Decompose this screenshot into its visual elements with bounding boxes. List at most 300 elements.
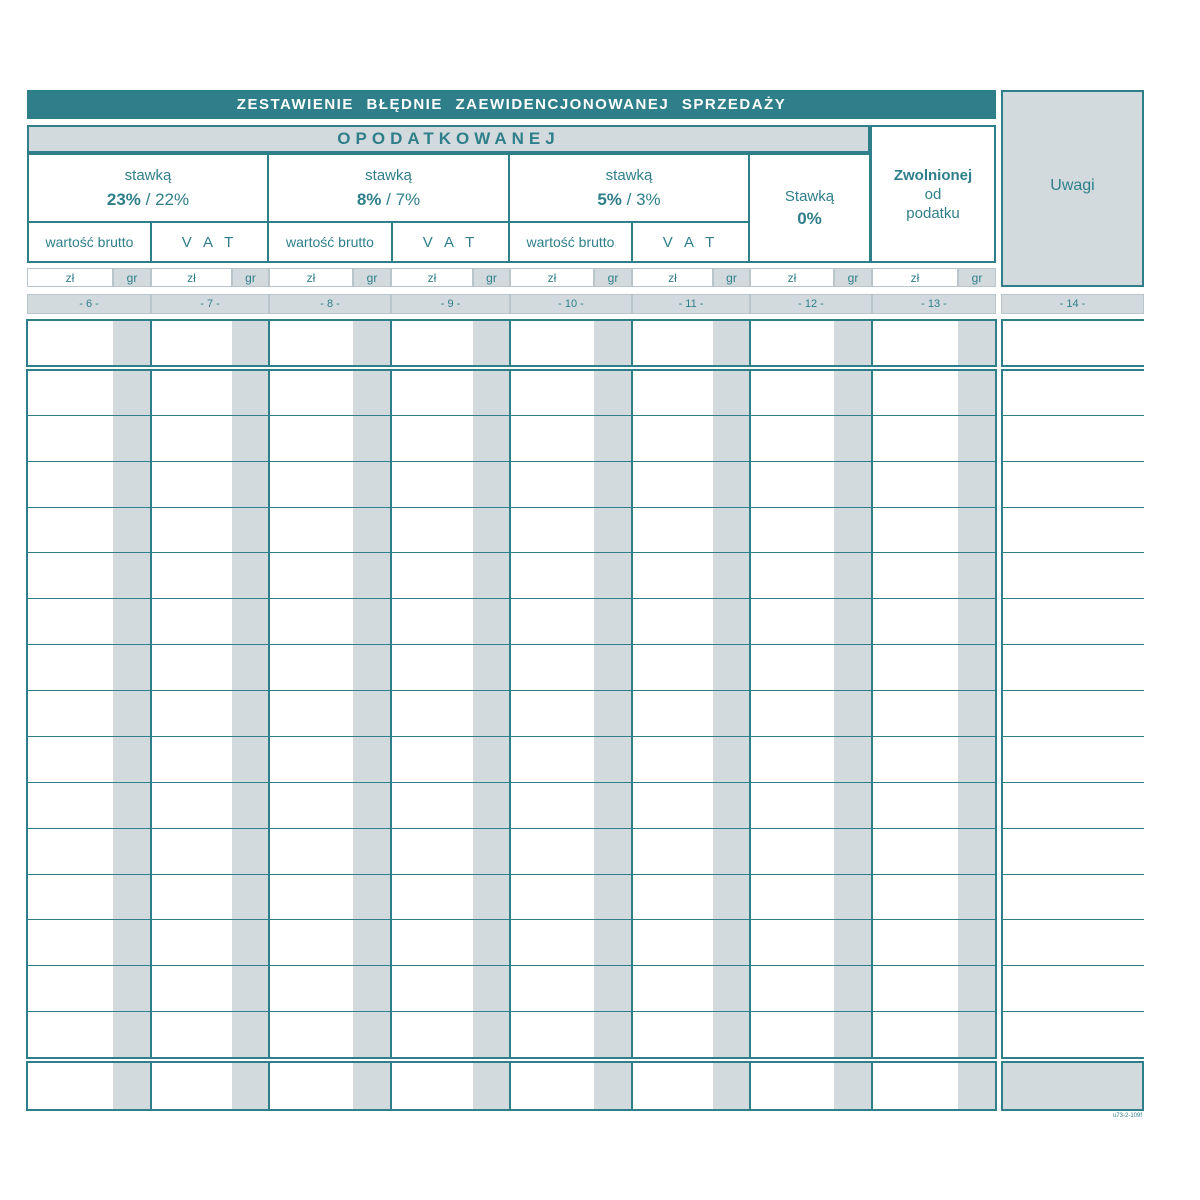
zl-entry-cell[interactable]	[151, 645, 232, 691]
zl-entry-cell[interactable]	[27, 691, 113, 737]
zl-entry-cell[interactable]	[632, 966, 713, 1012]
gr-entry-cell[interactable]	[232, 462, 269, 508]
zl-entry-cell[interactable]	[510, 370, 594, 416]
zl-entry-cell[interactable]	[27, 645, 113, 691]
remarks-entry-cell[interactable]	[1001, 920, 1144, 966]
gr-entry-cell[interactable]	[594, 508, 632, 554]
zl-entry-cell[interactable]	[269, 416, 353, 462]
zl-entry-cell[interactable]	[391, 1062, 473, 1110]
gr-entry-cell[interactable]	[713, 320, 750, 366]
gr-entry-cell[interactable]	[232, 645, 269, 691]
zl-entry-cell[interactable]	[872, 920, 958, 966]
zl-entry-cell[interactable]	[750, 462, 834, 508]
zl-entry-cell[interactable]	[27, 599, 113, 645]
gr-entry-cell[interactable]	[113, 875, 151, 921]
zl-entry-cell[interactable]	[151, 966, 232, 1012]
zl-entry-cell[interactable]	[269, 599, 353, 645]
zl-entry-cell[interactable]	[391, 462, 473, 508]
gr-entry-cell[interactable]	[713, 1012, 750, 1058]
zl-entry-cell[interactable]	[151, 875, 232, 921]
zl-entry-cell[interactable]	[632, 508, 713, 554]
gr-entry-cell[interactable]	[353, 508, 391, 554]
zl-entry-cell[interactable]	[269, 462, 353, 508]
gr-entry-cell[interactable]	[473, 1062, 510, 1110]
zl-entry-cell[interactable]	[510, 416, 594, 462]
zl-entry-cell[interactable]	[750, 553, 834, 599]
gr-entry-cell[interactable]	[958, 462, 996, 508]
taxed-label: OPODATKOWANEJ	[337, 129, 560, 148]
gr-entry-cell[interactable]	[713, 691, 750, 737]
gr-entry-cell[interactable]	[113, 829, 151, 875]
remarks-entry-cell[interactable]	[1001, 462, 1144, 508]
zl-entry-cell[interactable]	[872, 1012, 958, 1058]
gr-entry-cell[interactable]	[232, 691, 269, 737]
zl-entry-cell[interactable]	[872, 370, 958, 416]
gr-entry-cell[interactable]	[473, 691, 510, 737]
zl-entry-cell[interactable]	[27, 508, 113, 554]
zl-entry-cell[interactable]	[750, 370, 834, 416]
zl-entry-cell[interactable]	[632, 829, 713, 875]
remarks-entry-cell[interactable]	[1001, 1012, 1144, 1058]
zl-entry-cell[interactable]	[391, 320, 473, 366]
zl-entry-cell[interactable]	[391, 829, 473, 875]
gr-entry-cell[interactable]	[113, 508, 151, 554]
zl-entry-cell[interactable]	[27, 920, 113, 966]
gr-entry-cell[interactable]	[834, 416, 872, 462]
zl-entry-cell[interactable]	[151, 829, 232, 875]
gr-entry-cell[interactable]	[958, 783, 996, 829]
zl-entry-cell[interactable]	[632, 1012, 713, 1058]
zl-entry-cell[interactable]	[750, 966, 834, 1012]
zl-entry-cell[interactable]	[151, 1012, 232, 1058]
zl-entry-cell[interactable]	[510, 1012, 594, 1058]
gr-entry-cell[interactable]	[958, 508, 996, 554]
zl-entry-cell[interactable]	[750, 599, 834, 645]
gr-entry-cell[interactable]	[594, 553, 632, 599]
gr-entry-cell[interactable]	[958, 920, 996, 966]
zl-entry-cell[interactable]	[510, 737, 594, 783]
zl-entry-cell[interactable]	[872, 645, 958, 691]
zl-entry-cell[interactable]	[632, 462, 713, 508]
remarks-entry-cell[interactable]	[1001, 875, 1144, 921]
gr-entry-cell[interactable]	[353, 875, 391, 921]
gr-entry-cell[interactable]	[713, 737, 750, 783]
gr-entry-cell[interactable]	[594, 875, 632, 921]
gr-entry-cell[interactable]	[113, 1062, 151, 1110]
remarks-entry-cell[interactable]	[1001, 599, 1144, 645]
zl-entry-cell[interactable]	[872, 966, 958, 1012]
zl-entry-cell[interactable]	[750, 320, 834, 366]
zl-entry-cell[interactable]	[632, 416, 713, 462]
gr-entry-cell[interactable]	[113, 370, 151, 416]
zl-entry-cell[interactable]	[391, 416, 473, 462]
gr-entry-cell[interactable]	[473, 553, 510, 599]
gr-entry-cell[interactable]	[353, 966, 391, 1012]
zl-entry-cell[interactable]	[750, 875, 834, 921]
zl-entry-cell[interactable]	[151, 783, 232, 829]
gr-entry-cell[interactable]	[232, 920, 269, 966]
gr-entry-cell[interactable]	[958, 416, 996, 462]
unit-zl-cell: zł	[872, 268, 958, 287]
gr-entry-cell[interactable]	[232, 416, 269, 462]
zl-entry-cell[interactable]	[750, 783, 834, 829]
zl-entry-cell[interactable]	[872, 691, 958, 737]
zl-entry-cell[interactable]	[27, 1062, 113, 1110]
zl-entry-cell[interactable]	[872, 462, 958, 508]
gr-entry-cell[interactable]	[713, 370, 750, 416]
gr-entry-cell[interactable]	[353, 691, 391, 737]
gr-entry-cell[interactable]	[232, 553, 269, 599]
gr-entry-cell[interactable]	[473, 645, 510, 691]
zl-entry-cell[interactable]	[27, 783, 113, 829]
zl-entry-cell[interactable]	[27, 966, 113, 1012]
remarks-entry-cell[interactable]	[1001, 783, 1144, 829]
zl-entry-cell[interactable]	[269, 553, 353, 599]
gr-entry-cell[interactable]	[594, 966, 632, 1012]
gr-entry-cell[interactable]	[594, 1062, 632, 1110]
gr-entry-cell[interactable]	[473, 1012, 510, 1058]
gr-entry-cell[interactable]	[713, 1062, 750, 1110]
gr-entry-cell[interactable]	[113, 320, 151, 366]
gr-entry-cell[interactable]	[232, 508, 269, 554]
zl-entry-cell[interactable]	[750, 645, 834, 691]
gr-entry-cell[interactable]	[473, 966, 510, 1012]
gr-entry-cell[interactable]	[713, 966, 750, 1012]
gr-entry-cell[interactable]	[834, 737, 872, 783]
zl-entry-cell[interactable]	[151, 920, 232, 966]
zl-entry-cell[interactable]	[391, 691, 473, 737]
remarks-entry-cell[interactable]	[1001, 370, 1144, 416]
vat-header-8: V A T	[391, 221, 510, 263]
zl-entry-cell[interactable]	[510, 508, 594, 554]
zl-entry-cell[interactable]	[510, 1062, 594, 1110]
gr-entry-cell[interactable]	[232, 783, 269, 829]
gr-entry-cell[interactable]	[113, 1012, 151, 1058]
gr-entry-cell[interactable]	[353, 599, 391, 645]
gr-entry-cell[interactable]	[232, 875, 269, 921]
gr-entry-cell[interactable]	[594, 462, 632, 508]
gr-entry-cell[interactable]	[713, 645, 750, 691]
zl-entry-cell[interactable]	[510, 553, 594, 599]
zl-entry-cell[interactable]	[510, 920, 594, 966]
gr-entry-cell[interactable]	[958, 737, 996, 783]
gr-entry-cell[interactable]	[232, 599, 269, 645]
zl-entry-cell[interactable]	[872, 829, 958, 875]
zl-entry-cell[interactable]	[391, 599, 473, 645]
gr-entry-cell[interactable]	[473, 462, 510, 508]
remarks-entry-cell[interactable]	[1001, 737, 1144, 783]
gr-entry-cell[interactable]	[834, 829, 872, 875]
zl-entry-cell[interactable]	[269, 1012, 353, 1058]
unit-gr-cell: gr	[713, 268, 750, 287]
gr-entry-cell[interactable]	[834, 645, 872, 691]
zl-entry-cell[interactable]	[269, 1062, 353, 1110]
gr-entry-cell[interactable]	[713, 920, 750, 966]
gr-entry-cell[interactable]	[113, 966, 151, 1012]
gr-entry-cell[interactable]	[594, 737, 632, 783]
gr-entry-cell[interactable]	[113, 553, 151, 599]
gr-entry-cell[interactable]	[594, 920, 632, 966]
remarks-entry-cell[interactable]	[1001, 966, 1144, 1012]
gr-entry-cell[interactable]	[834, 875, 872, 921]
gr-entry-cell[interactable]	[834, 1012, 872, 1058]
gr-entry-cell[interactable]	[594, 416, 632, 462]
gr-entry-cell[interactable]	[473, 875, 510, 921]
gr-entry-cell[interactable]	[473, 416, 510, 462]
gr-entry-cell[interactable]	[232, 829, 269, 875]
gr-entry-cell[interactable]	[834, 462, 872, 508]
zl-entry-cell[interactable]	[27, 553, 113, 599]
zl-entry-cell[interactable]	[27, 370, 113, 416]
zl-entry-cell[interactable]	[269, 508, 353, 554]
zl-entry-cell[interactable]	[391, 1012, 473, 1058]
zl-entry-cell[interactable]	[151, 553, 232, 599]
zl-entry-cell[interactable]	[632, 1062, 713, 1110]
gr-entry-cell[interactable]	[473, 737, 510, 783]
zl-entry-cell[interactable]	[872, 783, 958, 829]
gr-entry-cell[interactable]	[713, 829, 750, 875]
gr-entry-cell[interactable]	[113, 783, 151, 829]
zl-entry-cell[interactable]	[269, 320, 353, 366]
zl-entry-cell[interactable]	[391, 645, 473, 691]
zl-entry-cell[interactable]	[510, 691, 594, 737]
zl-entry-cell[interactable]	[269, 920, 353, 966]
gr-entry-cell[interactable]	[353, 783, 391, 829]
zl-entry-cell[interactable]	[27, 462, 113, 508]
zl-entry-cell[interactable]	[151, 737, 232, 783]
zl-entry-cell[interactable]	[872, 737, 958, 783]
gr-entry-cell[interactable]	[958, 1012, 996, 1058]
gr-entry-cell[interactable]	[713, 599, 750, 645]
gr-entry-cell[interactable]	[473, 370, 510, 416]
zl-entry-cell[interactable]	[632, 370, 713, 416]
zl-entry-cell[interactable]	[872, 320, 958, 366]
zl-entry-cell[interactable]	[750, 416, 834, 462]
zl-entry-cell[interactable]	[391, 966, 473, 1012]
zl-entry-cell[interactable]	[872, 416, 958, 462]
zl-entry-cell[interactable]	[151, 462, 232, 508]
remarks-entry-cell[interactable]	[1001, 320, 1144, 366]
zl-entry-cell[interactable]	[632, 920, 713, 966]
gr-entry-cell[interactable]	[473, 508, 510, 554]
zl-entry-cell[interactable]	[632, 553, 713, 599]
remarks-entry-cell[interactable]	[1001, 691, 1144, 737]
gr-entry-cell[interactable]	[113, 462, 151, 508]
gr-entry-cell[interactable]	[834, 783, 872, 829]
zl-entry-cell[interactable]	[391, 783, 473, 829]
gr-entry-cell[interactable]	[113, 737, 151, 783]
gr-entry-cell[interactable]	[473, 599, 510, 645]
gr-entry-cell[interactable]	[594, 370, 632, 416]
zl-entry-cell[interactable]	[151, 1062, 232, 1110]
gr-entry-cell[interactable]	[113, 599, 151, 645]
gr-entry-cell[interactable]	[958, 553, 996, 599]
gr-entry-cell[interactable]	[353, 829, 391, 875]
unit-gr-cell: gr	[834, 268, 872, 287]
gr-entry-cell[interactable]	[353, 1062, 391, 1110]
gr-entry-cell[interactable]	[232, 1012, 269, 1058]
zl-entry-cell[interactable]	[27, 320, 113, 366]
unit-gr-cell: gr	[473, 268, 510, 287]
gr-entry-cell[interactable]	[232, 737, 269, 783]
zl-entry-cell[interactable]	[27, 875, 113, 921]
gr-entry-cell[interactable]	[958, 1062, 996, 1110]
gr-entry-cell[interactable]	[353, 462, 391, 508]
zl-entry-cell[interactable]	[151, 691, 232, 737]
remarks-entry-cell[interactable]	[1001, 645, 1144, 691]
zl-entry-cell[interactable]	[269, 966, 353, 1012]
zl-entry-cell[interactable]	[632, 599, 713, 645]
remarks-entry-cell[interactable]	[1001, 1062, 1144, 1110]
zl-entry-cell[interactable]	[750, 737, 834, 783]
rate-value: 8% / 7%	[356, 189, 421, 209]
gr-entry-cell[interactable]	[473, 920, 510, 966]
gr-entry-cell[interactable]	[232, 320, 269, 366]
form-title-text: ZESTAWIENIE BŁĘDNIE ZAEWIDENCJONOWANEJ SPRZEDAŻY	[236, 96, 787, 113]
gr-entry-cell[interactable]	[713, 783, 750, 829]
gr-entry-cell[interactable]	[113, 645, 151, 691]
zl-entry-cell[interactable]	[632, 691, 713, 737]
zl-entry-cell[interactable]	[872, 1062, 958, 1110]
gr-entry-cell[interactable]	[713, 508, 750, 554]
zl-entry-cell[interactable]	[750, 1012, 834, 1058]
gr-entry-cell[interactable]	[713, 462, 750, 508]
zl-entry-cell[interactable]	[391, 875, 473, 921]
gr-entry-cell[interactable]	[713, 553, 750, 599]
zl-entry-cell[interactable]	[750, 920, 834, 966]
gr-entry-cell[interactable]	[713, 875, 750, 921]
gr-entry-cell[interactable]	[353, 553, 391, 599]
gr-entry-cell[interactable]	[594, 320, 632, 366]
zl-entry-cell[interactable]	[151, 370, 232, 416]
remarks-entry-cell[interactable]	[1001, 416, 1144, 462]
zl-entry-cell[interactable]	[269, 645, 353, 691]
zl-entry-cell[interactable]	[27, 1012, 113, 1058]
gr-entry-cell[interactable]	[353, 645, 391, 691]
zl-entry-cell[interactable]	[632, 320, 713, 366]
zl-entry-cell[interactable]	[632, 645, 713, 691]
zl-entry-cell[interactable]	[510, 645, 594, 691]
remarks-entry-cell[interactable]	[1001, 553, 1144, 599]
zl-entry-cell[interactable]	[269, 875, 353, 921]
column-number: - 10 -	[510, 294, 632, 314]
zl-entry-cell[interactable]	[510, 966, 594, 1012]
gr-entry-cell[interactable]	[594, 645, 632, 691]
gr-entry-cell[interactable]	[473, 320, 510, 366]
gr-entry-cell[interactable]	[113, 920, 151, 966]
zl-entry-cell[interactable]	[750, 829, 834, 875]
zl-entry-cell[interactable]	[391, 508, 473, 554]
zl-entry-cell[interactable]	[510, 599, 594, 645]
gr-entry-cell[interactable]	[232, 966, 269, 1012]
zl-entry-cell[interactable]	[750, 691, 834, 737]
gr-entry-cell[interactable]	[353, 320, 391, 366]
gr-entry-cell[interactable]	[958, 875, 996, 921]
gr-entry-cell[interactable]	[958, 645, 996, 691]
gr-entry-cell[interactable]	[958, 966, 996, 1012]
gr-entry-cell[interactable]	[594, 691, 632, 737]
gr-entry-cell[interactable]	[834, 370, 872, 416]
gr-entry-cell[interactable]	[232, 1062, 269, 1110]
gr-entry-cell[interactable]	[958, 599, 996, 645]
zl-entry-cell[interactable]	[750, 508, 834, 554]
remarks-entry-cell[interactable]	[1001, 508, 1144, 554]
remarks-entry-cell[interactable]	[1001, 829, 1144, 875]
gr-entry-cell[interactable]	[834, 508, 872, 554]
zl-entry-cell[interactable]	[27, 416, 113, 462]
uwagi-label: Uwagi	[1050, 176, 1095, 194]
gr-entry-cell[interactable]	[834, 320, 872, 366]
zl-entry-cell[interactable]	[872, 508, 958, 554]
zl-entry-cell[interactable]	[872, 599, 958, 645]
zl-entry-cell[interactable]	[269, 370, 353, 416]
gr-entry-cell[interactable]	[713, 416, 750, 462]
gr-entry-cell[interactable]	[232, 370, 269, 416]
zl-entry-cell[interactable]	[632, 875, 713, 921]
gr-entry-cell[interactable]	[473, 783, 510, 829]
zl-entry-cell[interactable]	[510, 875, 594, 921]
gr-entry-cell[interactable]	[834, 966, 872, 1012]
gr-entry-cell[interactable]	[834, 1062, 872, 1110]
gr-entry-cell[interactable]	[834, 599, 872, 645]
gr-entry-cell[interactable]	[353, 416, 391, 462]
gr-entry-cell[interactable]	[594, 829, 632, 875]
gr-entry-cell[interactable]	[353, 1012, 391, 1058]
gr-entry-cell[interactable]	[113, 691, 151, 737]
gr-entry-cell[interactable]	[353, 370, 391, 416]
gr-entry-cell[interactable]	[834, 691, 872, 737]
zl-entry-cell[interactable]	[151, 416, 232, 462]
gr-entry-cell[interactable]	[958, 829, 996, 875]
zl-entry-cell[interactable]	[632, 783, 713, 829]
gr-entry-cell[interactable]	[473, 829, 510, 875]
zl-entry-cell[interactable]	[27, 829, 113, 875]
gr-entry-cell[interactable]	[353, 920, 391, 966]
zl-entry-cell[interactable]	[391, 920, 473, 966]
zl-entry-cell[interactable]	[872, 553, 958, 599]
gr-entry-cell[interactable]	[113, 416, 151, 462]
zl-entry-cell[interactable]	[510, 320, 594, 366]
zl-entry-cell[interactable]	[510, 462, 594, 508]
gr-entry-cell[interactable]	[958, 370, 996, 416]
zl-entry-cell[interactable]	[27, 737, 113, 783]
gr-entry-cell[interactable]	[958, 320, 996, 366]
unit-gr-cell: gr	[113, 268, 151, 287]
zl-entry-cell[interactable]	[269, 691, 353, 737]
gr-entry-cell[interactable]	[594, 1012, 632, 1058]
gr-entry-cell[interactable]	[594, 599, 632, 645]
zl-entry-cell[interactable]	[391, 553, 473, 599]
zl-entry-cell[interactable]	[750, 1062, 834, 1110]
gr-entry-cell[interactable]	[834, 553, 872, 599]
zl-entry-cell[interactable]	[391, 737, 473, 783]
zl-entry-cell[interactable]	[151, 320, 232, 366]
gr-entry-cell[interactable]	[353, 737, 391, 783]
zl-entry-cell[interactable]	[269, 737, 353, 783]
zl-entry-cell[interactable]	[632, 737, 713, 783]
zl-entry-cell[interactable]	[269, 783, 353, 829]
zl-entry-cell[interactable]	[151, 599, 232, 645]
zl-entry-cell[interactable]	[269, 829, 353, 875]
zl-entry-cell[interactable]	[510, 829, 594, 875]
gr-entry-cell[interactable]	[594, 783, 632, 829]
zl-entry-cell[interactable]	[391, 370, 473, 416]
zl-entry-cell[interactable]	[872, 875, 958, 921]
gr-entry-cell[interactable]	[834, 920, 872, 966]
zl-entry-cell[interactable]	[151, 508, 232, 554]
gr-entry-cell[interactable]	[958, 691, 996, 737]
zl-entry-cell[interactable]	[510, 783, 594, 829]
